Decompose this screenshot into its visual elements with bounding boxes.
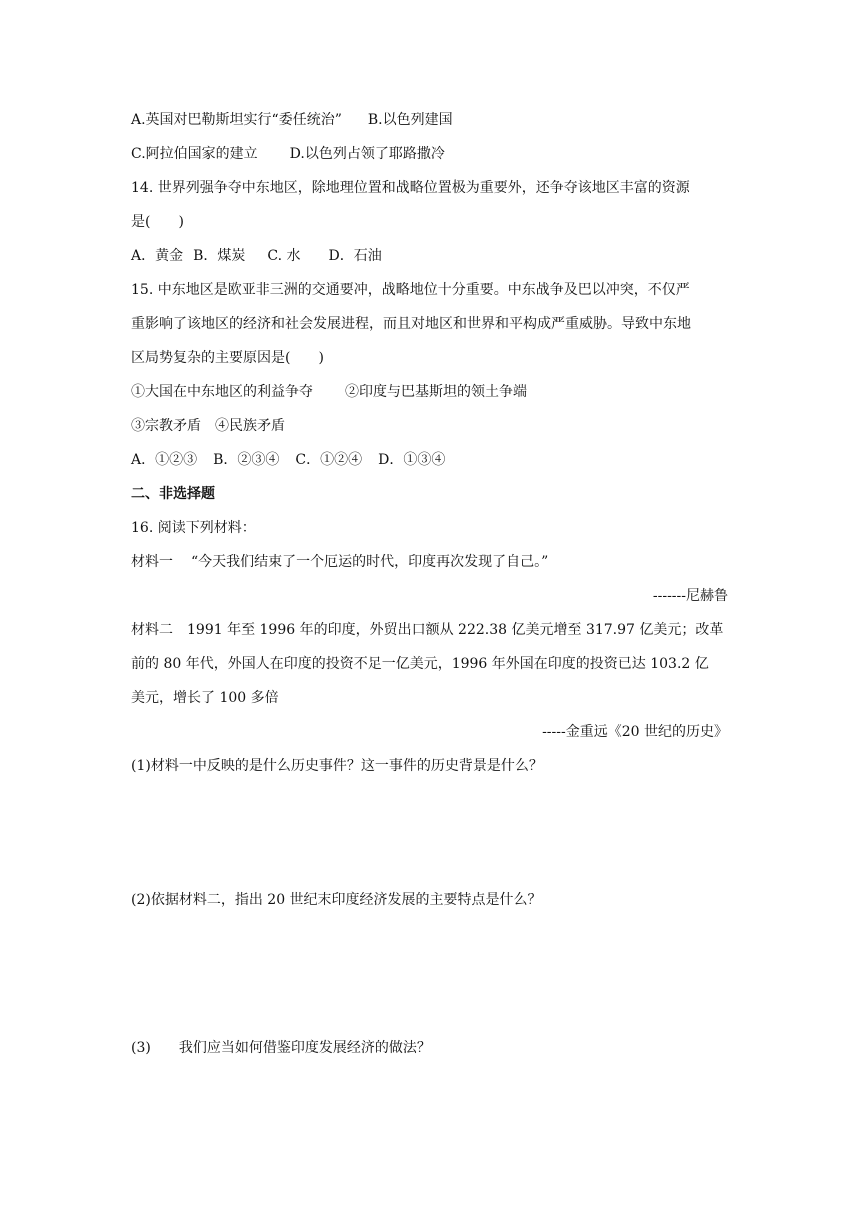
- q13-option-a: A.英国对巴勒斯坦实行“委任统治”: [131, 112, 342, 128]
- q14-option-a: A．黄金: [131, 248, 184, 264]
- q14-option-d: D．石油: [328, 248, 382, 264]
- q15-option-b: B．②③④: [213, 452, 280, 468]
- q15-items-row2: [131, 416, 285, 436]
- q16-subquestion-2: (2)依据材料二，指出 20 世纪末印度经济发展的主要特点是什么？: [131, 892, 542, 908]
- material-1-source: -------尼赫鲁: [652, 588, 728, 604]
- q15-option-d: D．①③④: [378, 452, 446, 468]
- q15-options: [131, 450, 445, 470]
- q15-option-c: C．①②④: [295, 452, 363, 468]
- q14-option-c: C. 水: [267, 248, 301, 264]
- section-title: 二、非选择题: [131, 486, 215, 502]
- q16-subquestion-3: [131, 1038, 431, 1058]
- material-2-source: -----金重远《20 世纪的历史》: [542, 724, 728, 740]
- material-1-label: 材料一: [131, 554, 173, 570]
- q14-stem-line1: 14. 世界列强争夺中东地区，除地理位置和战略位置极为重要外，还争夺该地区丰富的资源: [131, 180, 690, 196]
- q14-options: [131, 246, 382, 266]
- q15-item-4: ④民族矛盾: [215, 418, 285, 434]
- material-1-text: “今天我们结束了一个厄运的时代，印度再次发现了自己。”: [191, 554, 549, 570]
- q15-item-3: ③宗教矛盾: [131, 418, 201, 434]
- q15-item-1: ①大国在中东地区的利益争夺: [131, 384, 313, 400]
- subquestion-3-number: (3): [131, 1040, 151, 1056]
- q16-intro: 16. 阅读下列材料：: [131, 520, 256, 536]
- material-2-line2: 前的 80 年代，外国人在印度的投资不足一亿美元，1996 年外国在印度的投资已达 103.2 亿: [131, 656, 709, 672]
- material-2-line3: 美元，增长了 100 多倍: [131, 690, 279, 706]
- q13-options-row1: [131, 110, 453, 130]
- q15-items-row1: [131, 382, 527, 402]
- q16-subquestion-1: (1)材料一中反映的是什么历史事件？这一事件的历史背景是什么？: [131, 758, 543, 774]
- material-2-line1: 材料二 1991 年至 1996 年的印度，外贸出口额从 222.38 亿美元增至 317.97 亿美元；改革: [131, 622, 724, 638]
- q13-option-d: D.以色列占领了耶路撒冷: [289, 146, 445, 162]
- q15-option-a: A．①②③: [131, 452, 198, 468]
- q13-option-c: C.阿拉伯国家的建立: [131, 146, 258, 162]
- q15-stem-line2: 重影响了该地区的经济和社会发展进程，而且对地区和世界和平构成严重威胁。导致中东地: [131, 316, 691, 332]
- q16-material-1: [131, 552, 548, 572]
- subquestion-3-text: 我们应当如何借鉴印度发展经济的做法？: [178, 1040, 431, 1056]
- q15-stem-line3: 区局势复杂的主要原因是( ): [131, 350, 324, 366]
- q13-option-b: B.以色列建国: [367, 112, 453, 128]
- q15-item-2: ②印度与巴基斯坦的领土争端: [345, 384, 527, 400]
- q14-stem-line2: 是( ): [131, 214, 184, 230]
- q15-stem-line1: 15. 中东地区是欧亚非三洲的交通要冲，战略地位十分重要。中东战争及巴以冲突，不仅严: [131, 282, 690, 298]
- q13-options-row2: [131, 144, 445, 164]
- q14-option-b: B．煤炭: [193, 248, 246, 264]
